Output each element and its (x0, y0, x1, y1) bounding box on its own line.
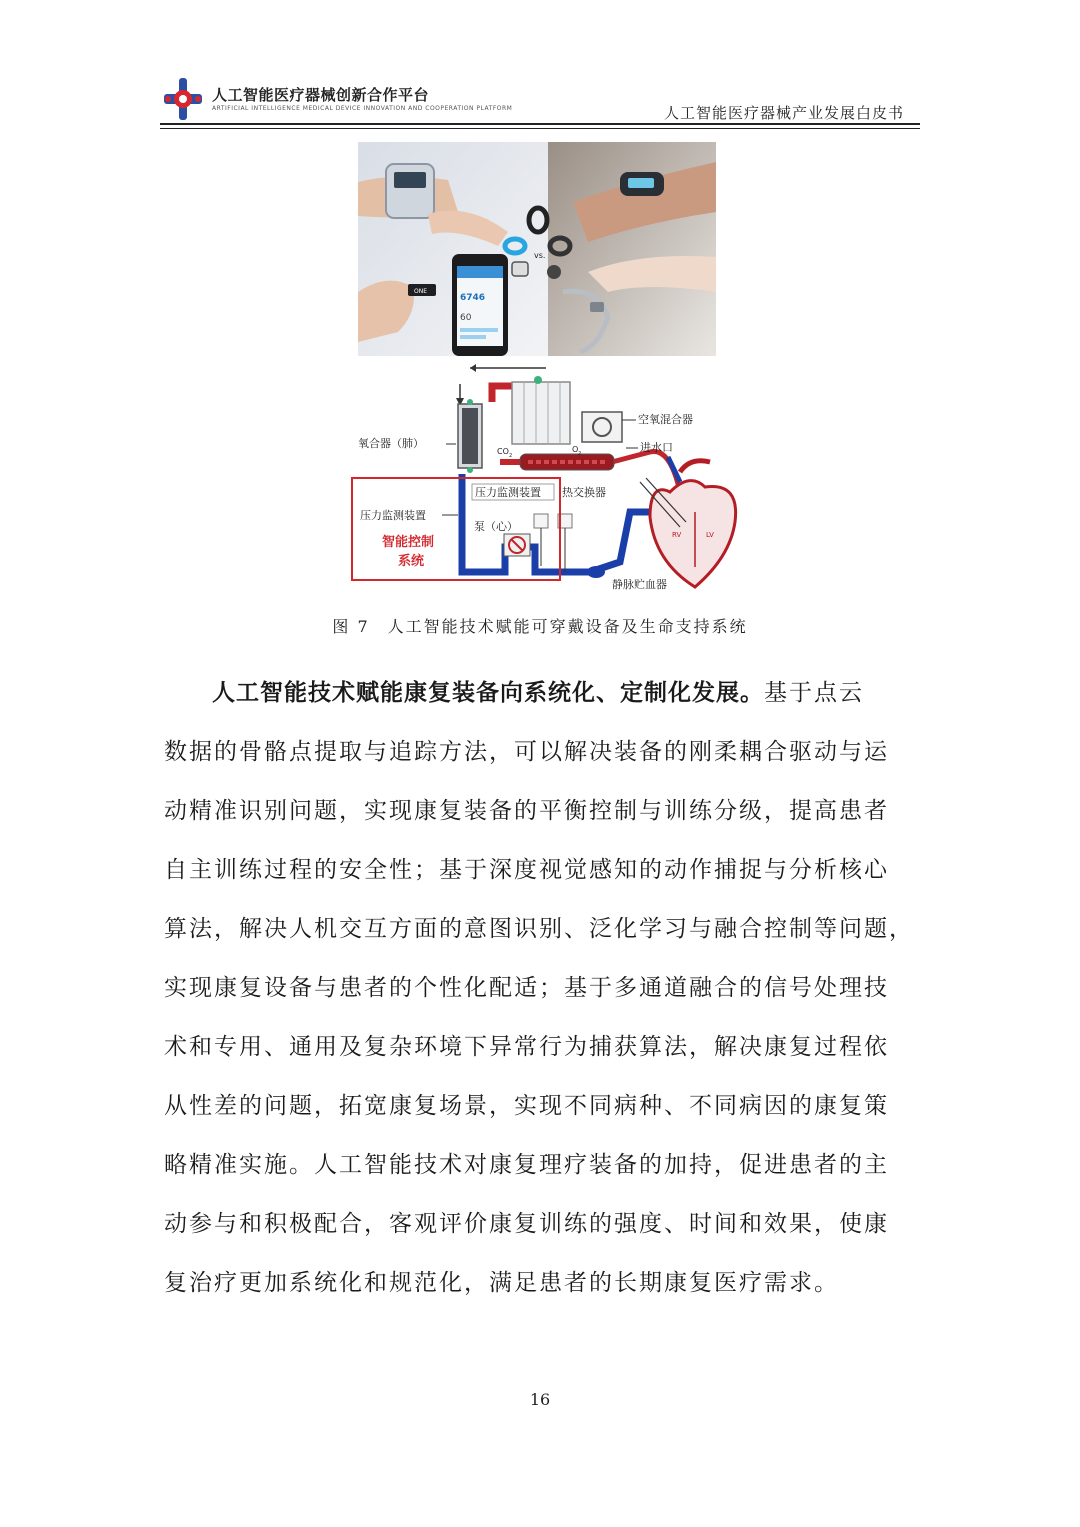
wearable-devices-photo (358, 142, 716, 356)
water-inlet-label: 进水口 (640, 441, 673, 454)
page-number: 16 (529, 1390, 551, 1409)
paragraph-line: 术和专用、通用及复杂环境下异常行为捕获算法，解决康复过程依 (164, 1034, 889, 1060)
gas-cylinder-icon (512, 382, 570, 444)
pump-label: 泵（心） (474, 520, 518, 533)
paragraph-line: 略精准实施。人工智能技术对康复理疗装备的加持，促进患者的主 (164, 1152, 889, 1178)
lead-sentence: 人工智能技术赋能康复装备向系统化、定制化发展。 (212, 680, 764, 706)
figure-caption: 图 7 人工智能技术赋能可穿戴设备及生命支持系统 (332, 617, 748, 636)
paragraph-line: 自主训练过程的安全性；基于深度视觉感知的动作捕捉与分析核心 (164, 857, 889, 883)
venous-reservoir-label: 静脉贮血器 (612, 578, 667, 591)
lead-continuation: 基于点云 (764, 680, 864, 706)
svg-text:60: 60 (460, 313, 472, 323)
pressure-monitor-top-label: 压力监测装置 (475, 486, 541, 499)
org-subtitle: ARTIFICIAL INTELLIGENCE MEDICAL DEVICE INNOVATION AND COOPERATION PLATFORM (212, 105, 513, 112)
venous-reservoir-icon (587, 566, 605, 578)
body-paragraph (164, 664, 924, 1313)
co2-subscript: 2 (509, 453, 513, 459)
document-title: 人工智能医疗器械产业发展白皮书 (663, 104, 904, 122)
platform-logo-icon (162, 76, 204, 122)
heat-exchanger-icon (520, 454, 614, 470)
svg-text:ONE: ONE (414, 288, 428, 295)
co2-label: CO (497, 447, 509, 456)
o2-subscript: 2 (578, 451, 582, 457)
smart-control-label: 智能控制 (382, 535, 435, 550)
air-oxygen-mixer-label: 空氧混合器 (638, 413, 693, 426)
heart-icon (650, 457, 736, 587)
lv-label: LV (706, 531, 714, 539)
paragraph-line: 动参与和积极配合，客观评价康复训练的强度、时间和效果，使康 (164, 1211, 889, 1237)
pressure-monitor-left-label: 压力监测装置 (360, 509, 426, 522)
page-header (160, 70, 920, 128)
air-oxygen-mixer-icon (582, 412, 622, 442)
paragraph-line: 数据的骨骼点提取与追踪方法，可以解决装备的刚柔耦合驱动与运 (164, 739, 889, 765)
paragraph-line (164, 664, 924, 723)
vs-label: vs. (534, 251, 546, 260)
paragraph-line: 动精准识别问题，实现康复装备的平衡控制与训练分级，提高患者 (164, 798, 889, 824)
oxygenator-label: 氧合器（肺） (358, 437, 424, 450)
paragraph-line: 算法，解决人机交互方面的意图识别、泛化学习与融合控制等问题， (164, 916, 914, 942)
org-name: 人工智能医疗器械创新合作平台 (212, 86, 430, 104)
heat-exchanger-label: 热交换器 (562, 486, 606, 499)
rv-label: RV (672, 531, 682, 539)
smart-control-label-2: 系统 (398, 554, 425, 569)
paragraph-line: 复治疗更加系统化和规范化，满足患者的长期康复医疗需求。 (164, 1270, 839, 1296)
paragraph-line: 从性差的问题，拓宽康复场景，实现不同病种、不同病因的康复策 (164, 1093, 889, 1119)
header-rule-thin (160, 128, 920, 129)
svg-text:6746: 6746 (460, 293, 486, 303)
life-support-system-diagram (350, 362, 745, 598)
paragraph-line: 实现康复设备与患者的个性化配适；基于多通道融合的信号处理技 (164, 975, 889, 1001)
header-rule (160, 123, 920, 125)
pressure-gauge-icon (534, 514, 548, 528)
o2-label: O (572, 445, 579, 454)
